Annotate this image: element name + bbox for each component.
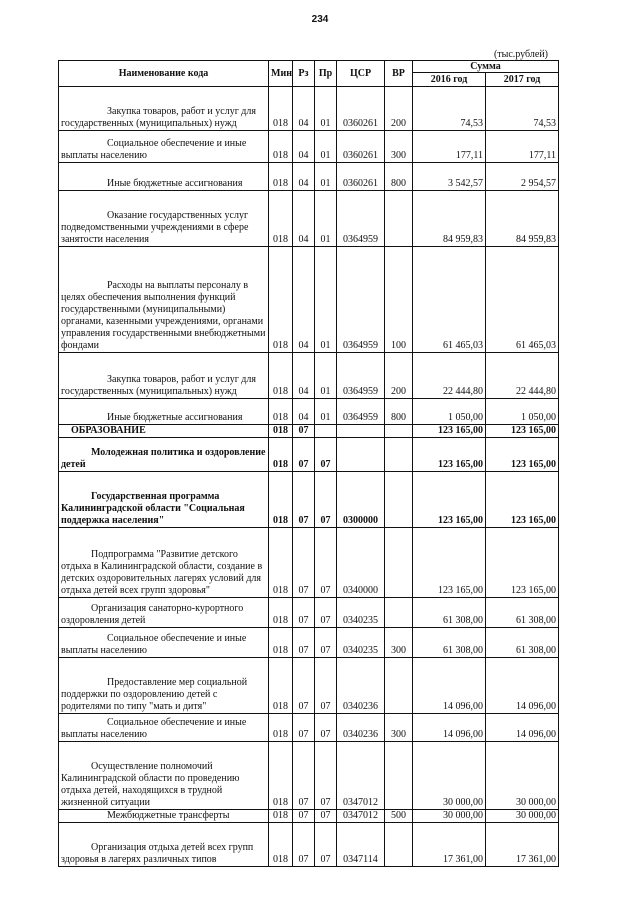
- row-2016: 84 959,83: [413, 191, 486, 247]
- row-name: ОБРАЗОВАНИЕ: [59, 425, 269, 438]
- row-2017: 30 000,00: [486, 742, 559, 810]
- table-row: [59, 528, 559, 598]
- row-pr: 01: [315, 163, 337, 191]
- row-vr: 300: [385, 628, 413, 658]
- table-row: [59, 247, 559, 353]
- row-min: 018: [269, 528, 293, 598]
- row-pr: 07: [315, 628, 337, 658]
- row-name: Закупка товаров, работ и услуг для государственных (муниципальных) нужд: [59, 87, 269, 131]
- row-rz: 07: [293, 714, 315, 742]
- row-min: 018: [269, 247, 293, 353]
- row-vr: 300: [385, 131, 413, 163]
- row-2017: 123 165,00: [486, 438, 559, 472]
- row-rz: 07: [293, 472, 315, 528]
- row-csr: 0364959: [337, 353, 385, 399]
- row-csr: [337, 438, 385, 472]
- row-2016: 17 361,00: [413, 823, 486, 867]
- row-rz: 07: [293, 823, 315, 867]
- row-pr: 07: [315, 810, 337, 823]
- row-pr: 07: [315, 714, 337, 742]
- col-header-min: Мин: [269, 61, 293, 87]
- col-header-2017: 2017 год: [486, 73, 559, 87]
- row-pr: 07: [315, 598, 337, 628]
- row-pr: 07: [315, 438, 337, 472]
- row-2017: 74,53: [486, 87, 559, 131]
- row-name: Осуществление полномочий Калининградской области по проведению отдыха детей, находящихся в трудной жизненной ситуации: [59, 742, 269, 810]
- row-csr: 0300000: [337, 472, 385, 528]
- row-min: 018: [269, 810, 293, 823]
- table-row: [59, 742, 559, 810]
- table-row: [59, 131, 559, 163]
- row-vr: 200: [385, 353, 413, 399]
- row-vr: [385, 438, 413, 472]
- row-pr: 01: [315, 191, 337, 247]
- row-csr: 0340235: [337, 598, 385, 628]
- row-pr: 01: [315, 399, 337, 425]
- row-rz: 04: [293, 247, 315, 353]
- table-row: [59, 810, 559, 823]
- row-vr: [385, 742, 413, 810]
- row-min: 018: [269, 131, 293, 163]
- row-2016: 30 000,00: [413, 742, 486, 810]
- row-2017: 123 165,00: [486, 528, 559, 598]
- col-header-vr: ВР: [385, 61, 413, 87]
- table-row: [59, 823, 559, 867]
- budget-table: [58, 60, 559, 867]
- row-min: 018: [269, 472, 293, 528]
- row-2017: 177,11: [486, 131, 559, 163]
- page-number: 234: [311, 14, 329, 25]
- row-csr: [337, 425, 385, 438]
- row-vr: 200: [385, 87, 413, 131]
- row-csr: 0347012: [337, 742, 385, 810]
- col-header-pr: Пр: [315, 61, 337, 87]
- row-vr: [385, 191, 413, 247]
- row-min: 018: [269, 425, 293, 438]
- table-row: [59, 628, 559, 658]
- row-csr: 0360261: [337, 131, 385, 163]
- row-2017: 61 308,00: [486, 598, 559, 628]
- row-2017: 30 000,00: [486, 810, 559, 823]
- row-min: 018: [269, 823, 293, 867]
- table-row: [59, 425, 559, 438]
- row-vr: [385, 823, 413, 867]
- row-csr: 0364959: [337, 399, 385, 425]
- table-row: [59, 714, 559, 742]
- row-2017: 14 096,00: [486, 714, 559, 742]
- units-label: (тыс.рублей): [493, 49, 548, 60]
- row-csr: 0347114: [337, 823, 385, 867]
- col-header-2016: 2016 год: [413, 73, 486, 87]
- row-2016: 30 000,00: [413, 810, 486, 823]
- row-vr: [385, 528, 413, 598]
- row-name: Социальное обеспечение и иные выплаты населению: [59, 131, 269, 163]
- row-csr: 0347012: [337, 810, 385, 823]
- row-2016: 61 308,00: [413, 628, 486, 658]
- row-2016: 3 542,57: [413, 163, 486, 191]
- row-name: Иные бюджетные ассигнования: [59, 399, 269, 425]
- row-name: Молодежная политика и оздоровление детей: [59, 438, 269, 472]
- row-2016: 74,53: [413, 87, 486, 131]
- row-rz: 07: [293, 658, 315, 714]
- row-csr: 0360261: [337, 87, 385, 131]
- row-csr: 0360261: [337, 163, 385, 191]
- col-header-name: Наименование кода: [59, 61, 269, 87]
- row-2017: 22 444,80: [486, 353, 559, 399]
- row-name: Иные бюджетные ассигнования: [59, 163, 269, 191]
- row-name: Социальное обеспечение и иные выплаты населению: [59, 628, 269, 658]
- row-2016: 123 165,00: [413, 438, 486, 472]
- row-pr: 01: [315, 131, 337, 163]
- table-row: [59, 658, 559, 714]
- row-2017: 123 165,00: [486, 425, 559, 438]
- row-2017: 61 308,00: [486, 628, 559, 658]
- row-2017: 14 096,00: [486, 658, 559, 714]
- row-pr: 01: [315, 87, 337, 131]
- row-pr: 07: [315, 823, 337, 867]
- row-2016: 14 096,00: [413, 658, 486, 714]
- row-min: 018: [269, 628, 293, 658]
- row-name: Социальное обеспечение и иные выплаты населению: [59, 714, 269, 742]
- table-row: [59, 472, 559, 528]
- row-min: 018: [269, 191, 293, 247]
- table-row: [59, 191, 559, 247]
- row-vr: [385, 472, 413, 528]
- table-row: [59, 598, 559, 628]
- row-2016: 14 096,00: [413, 714, 486, 742]
- row-rz: 04: [293, 131, 315, 163]
- row-vr: [385, 425, 413, 438]
- row-name: Организация отдыха детей всех групп здоровья в лагерях различных типов: [59, 823, 269, 867]
- row-csr: 0340235: [337, 628, 385, 658]
- table-row: [59, 87, 559, 131]
- row-min: 018: [269, 714, 293, 742]
- row-rz: 07: [293, 742, 315, 810]
- row-pr: [315, 425, 337, 438]
- row-rz: 07: [293, 810, 315, 823]
- row-2016: 177,11: [413, 131, 486, 163]
- row-vr: 100: [385, 247, 413, 353]
- row-pr: 07: [315, 742, 337, 810]
- row-2016: 22 444,80: [413, 353, 486, 399]
- row-pr: 01: [315, 353, 337, 399]
- row-pr: 07: [315, 658, 337, 714]
- row-2017: 123 165,00: [486, 472, 559, 528]
- row-name: Организация санаторно-курортного оздоровления детей: [59, 598, 269, 628]
- col-header-rz: Рз: [293, 61, 315, 87]
- row-pr: 07: [315, 528, 337, 598]
- row-2016: 123 165,00: [413, 425, 486, 438]
- row-pr: 01: [315, 247, 337, 353]
- row-rz: 07: [293, 598, 315, 628]
- row-rz: 04: [293, 87, 315, 131]
- col-header-sum: Сумма: [413, 61, 559, 73]
- row-vr: [385, 598, 413, 628]
- row-min: 018: [269, 87, 293, 131]
- row-min: 018: [269, 353, 293, 399]
- row-name: Оказание государственных услуг подведомственными учреждениями в сфере занятости населения: [59, 191, 269, 247]
- row-min: 018: [269, 658, 293, 714]
- row-2016: 123 165,00: [413, 528, 486, 598]
- row-rz: 07: [293, 425, 315, 438]
- col-header-csr: ЦСР: [337, 61, 385, 87]
- row-vr: 500: [385, 810, 413, 823]
- row-2017: 17 361,00: [486, 823, 559, 867]
- row-csr: 0340236: [337, 714, 385, 742]
- row-csr: 0340236: [337, 658, 385, 714]
- row-2017: 84 959,83: [486, 191, 559, 247]
- row-vr: 300: [385, 714, 413, 742]
- row-min: 018: [269, 163, 293, 191]
- table-row: [59, 438, 559, 472]
- row-2016: 1 050,00: [413, 399, 486, 425]
- row-rz: 04: [293, 399, 315, 425]
- row-rz: 07: [293, 628, 315, 658]
- row-min: 018: [269, 598, 293, 628]
- row-name: Подпрограмма "Развитие детского отдыха в Калининградской области, создание в детских оздоровительных лагерях условий для отдыха детей всех групп здоровья": [59, 528, 269, 598]
- row-2016: 61 465,03: [413, 247, 486, 353]
- row-rz: 07: [293, 528, 315, 598]
- table-row: [59, 353, 559, 399]
- row-csr: 0364959: [337, 191, 385, 247]
- row-2017: 2 954,57: [486, 163, 559, 191]
- row-2016: 123 165,00: [413, 472, 486, 528]
- row-name: Предоставление мер социальной поддержки по оздоровлению детей с родителями по типу "мать и дитя": [59, 658, 269, 714]
- row-min: 018: [269, 399, 293, 425]
- row-2017: 1 050,00: [486, 399, 559, 425]
- row-csr: 0364959: [337, 247, 385, 353]
- row-rz: 04: [293, 191, 315, 247]
- row-name: Межбюджетные трансферты: [59, 810, 269, 823]
- row-csr: 0340000: [337, 528, 385, 598]
- row-2017: 61 465,03: [486, 247, 559, 353]
- row-min: 018: [269, 438, 293, 472]
- row-pr: 07: [315, 472, 337, 528]
- row-vr: 800: [385, 399, 413, 425]
- table-row: [59, 399, 559, 425]
- row-name: Закупка товаров, работ и услуг для государственных (муниципальных) нужд: [59, 353, 269, 399]
- table-row: [59, 163, 559, 191]
- row-min: 018: [269, 742, 293, 810]
- row-rz: 07: [293, 438, 315, 472]
- row-rz: 04: [293, 163, 315, 191]
- row-name: Расходы на выплаты персоналу в целях обеспечения выполнения функций государственными (муниципальными) органами, казенными учреждениями, органами управления государственными внебюджетными фондами: [59, 247, 269, 353]
- row-vr: 800: [385, 163, 413, 191]
- row-name: Государственная программа Калининградской области "Социальная поддержка населения": [59, 472, 269, 528]
- row-2016: 61 308,00: [413, 598, 486, 628]
- row-vr: [385, 658, 413, 714]
- row-rz: 04: [293, 353, 315, 399]
